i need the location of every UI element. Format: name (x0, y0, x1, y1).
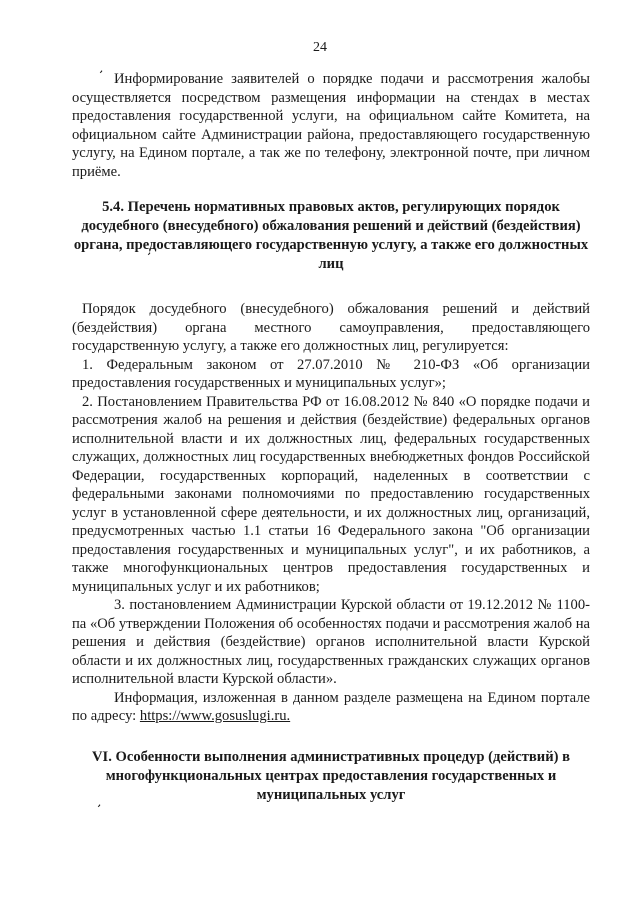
list-item-kursk-decree: 3. постановлением Администрации Курской области от 19.12.2012 № 1100-па «Об утверждении Положения об особенностях подачи и рассмотрения жалоб на решения и действия (бездействие) органов исполнительной власти Курской области и их должностных лиц, государственных гражданских служащих органов исполнительной власти Курской области». (72, 597, 590, 687)
scan-mark: ʼ (143, 249, 153, 265)
paragraph-portal-info (72, 689, 590, 726)
gosuslugi-link[interactable]: https://www.gosuslugi.ru. (139, 708, 291, 724)
page-content (72, 67, 590, 805)
paragraph-complaint-order: Порядок досудебного (внесудебного) обжалования решений и действий (бездействия) органа местного самоуправления, предоставляющего государственную услугу, а также его должностных лиц, регулируется: (72, 301, 590, 354)
page-number: 24 (313, 40, 327, 55)
paragraph-informing: Информирование заявителей о порядке подачи и рассмотрения жалобы осуществляется посредством размещения информации на стендах в местах предоставления государственной услуги, на официальном сайте Комитета, на официальном сайте Администрации района, предоставляющего государственную услугу, на Едином портале, а так же по телефону, электронной почте, при личном приёме. (72, 71, 590, 180)
list-item-government-decree: 2. Постановлением Правительства РФ от 16.08.2012 № 840 «О порядке подачи и рассмотрения жалоб на решения и действия (бездействие) федеральных органов исполнительной власти и их должностных лиц, федеральных государственных служащих, должностных лиц государственных внебюджетных фондов Российской Федерации, государственных корпораций, наделенных в соответствии с федеральными законами полномочиями по предоставлению государственных услуг в установленной сфере деятельности, и их должностных лиц, организаций, предусмотренных частью 1.1 статьи 16 Федерального закона "Об организации предоставления государственных и муниципальных услуг", и их работников, а также многофункциональных центров предоставления государственных и муниципальных услуг и их работников; (72, 393, 590, 595)
list-item-federal-law: 1. Федеральным законом от 27.07.2010 № 210-ФЗ «Об организации предоставления государственных и муниципальных услуг»; (72, 356, 590, 391)
section-vi-heading: VI. Особенности выполнения административных процедур (действий) в многофункциональных центрах предоставления государственных и муниципальных услуг (92, 748, 570, 803)
scan-mark: ʼ (93, 801, 103, 817)
scan-mark: ʼ (95, 67, 105, 83)
portal-info-text: Информация, изложенная в данном разделе размещена на Едином портале по адресу: (72, 689, 590, 724)
section-5-4-heading: 5.4. Перечень нормативных правовых актов, регулирующих порядок досудебного (внесудебного) обжалования решений и действий (бездействия) органа, предоставляющего государственную услугу, а также его должностных лиц (73, 199, 589, 272)
